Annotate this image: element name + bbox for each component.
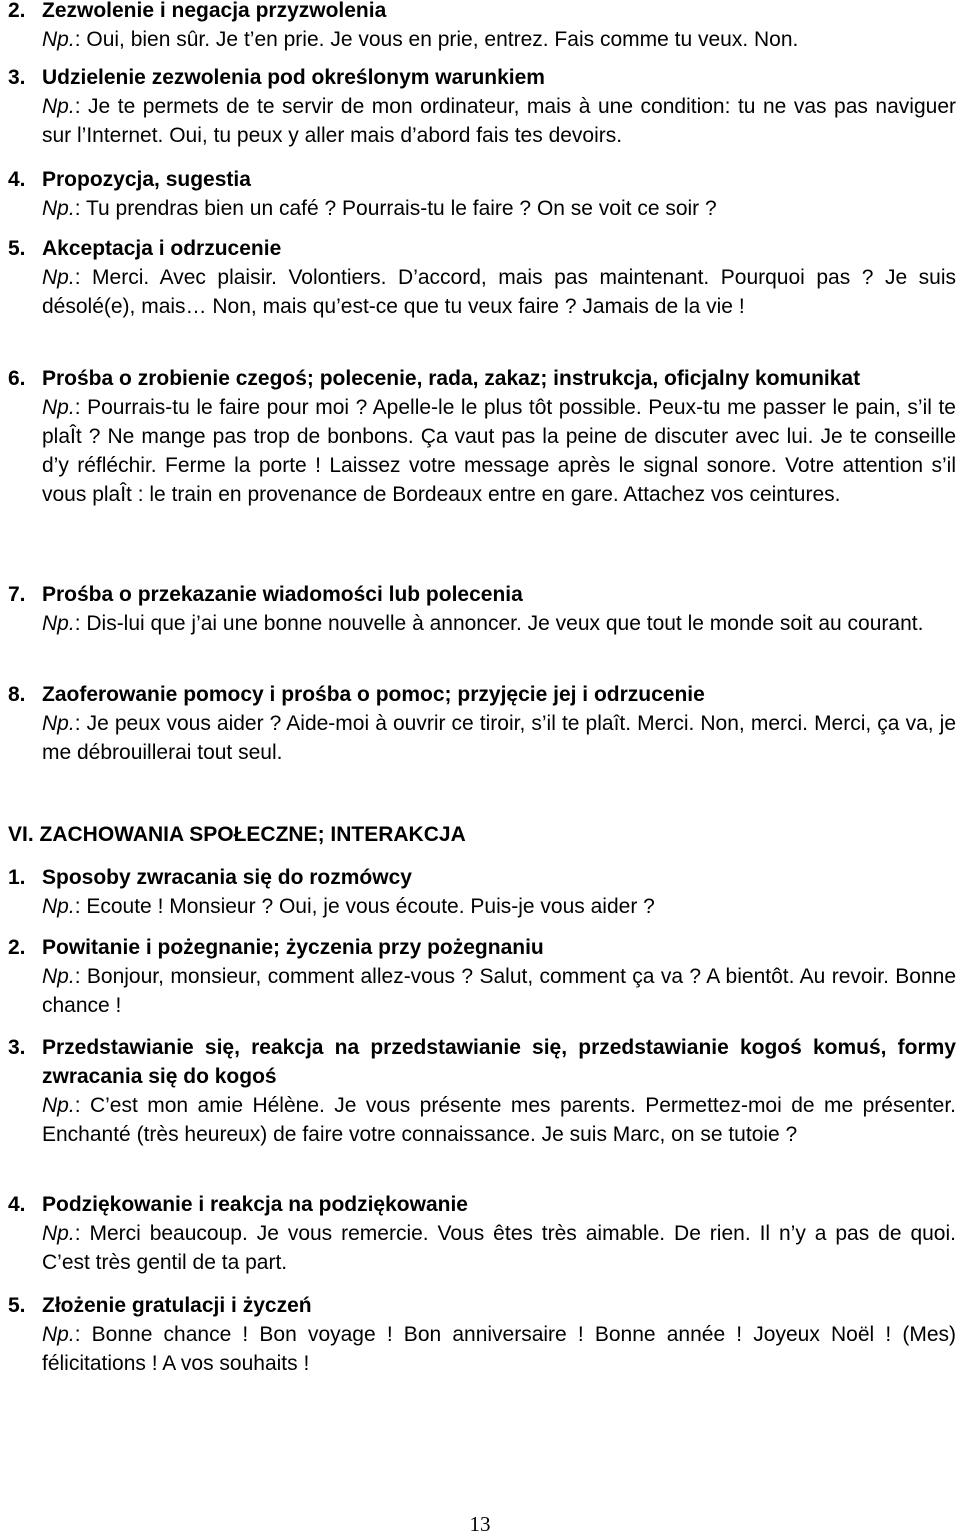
section-number: 3. bbox=[8, 66, 26, 89]
section-number: 4. bbox=[8, 168, 26, 191]
chapter-section-5-congratulations bbox=[8, 1291, 956, 1378]
section-7-message bbox=[8, 580, 956, 638]
example-label: Np. bbox=[42, 95, 75, 118]
section-heading bbox=[8, 1033, 956, 1091]
section-example bbox=[8, 263, 956, 321]
section-3-conditional-permission bbox=[8, 63, 956, 150]
section-example bbox=[8, 1219, 956, 1277]
section-4-suggestion bbox=[8, 165, 956, 223]
example-text: : Ecoute ! Monsieur ? Oui, je vous écoute. Puis-je vous aider ? bbox=[74, 895, 655, 918]
section-title: Propozycja, sugestia bbox=[42, 168, 251, 191]
section-heading bbox=[8, 863, 956, 892]
section-example bbox=[8, 25, 956, 54]
example-text: : Merci. Avec plaisir. Volontiers. D’accord, mais pas maintenant. Pourquoi pas ? Je suis désolé(e), mais… Non, mais qu’est-ce que tu veux faire ? Jamais de la vie ! bbox=[42, 266, 956, 318]
section-heading bbox=[8, 364, 956, 393]
section-title: Prośba o przekazanie wiadomości lub polecenia bbox=[42, 583, 523, 606]
section-number: 3. bbox=[8, 1036, 26, 1059]
section-heading bbox=[8, 1291, 956, 1320]
section-number: 2. bbox=[8, 0, 26, 22]
example-text: : Tu prendras bien un café ? Pourrais-tu le faire ? On se voit ce soir ? bbox=[74, 197, 717, 220]
chapter-title: VI. ZACHOWANIA SPOŁECZNE; INTERAKCJA bbox=[8, 823, 466, 846]
section-title: Zaoferowanie pomocy i prośba o pomoc; przyjęcie jej i odrzucenie bbox=[42, 683, 705, 706]
example-text: : Oui, bien sûr. Je t’en prie. Je vous en prie, entrez. Fais comme tu veux. Non. bbox=[74, 28, 799, 51]
section-heading bbox=[8, 165, 956, 194]
page-number: 13 bbox=[469, 1512, 491, 1536]
section-5-acceptance bbox=[8, 234, 956, 321]
chapter-section-2-greetings bbox=[8, 933, 956, 1020]
section-number: 5. bbox=[8, 1294, 26, 1317]
section-title: Zezwolenie i negacja przyzwolenia bbox=[42, 0, 387, 22]
example-label: Np. bbox=[42, 1094, 75, 1117]
section-example bbox=[8, 92, 956, 150]
example-label: Np. bbox=[42, 612, 75, 635]
example-label: Np. bbox=[42, 396, 75, 419]
section-example bbox=[8, 962, 956, 1020]
chapter-section-4-thanks bbox=[8, 1190, 956, 1277]
example-label: Np. bbox=[42, 1323, 75, 1346]
example-text: : Bonne chance ! Bon voyage ! Bon anniversaire ! Bonne année ! Joyeux Noël ! (Mes) félicitations ! A vos souhaits ! bbox=[42, 1323, 956, 1375]
section-heading bbox=[8, 63, 956, 92]
section-heading bbox=[8, 0, 956, 25]
section-title: Akceptacja i odrzucenie bbox=[42, 237, 282, 260]
example-label: Np. bbox=[42, 28, 75, 51]
section-2-permission bbox=[8, 0, 956, 54]
chapter-section-1-addressing bbox=[8, 863, 956, 921]
section-title: Udzielenie zezwolenia pod określonym warunkiem bbox=[42, 66, 545, 89]
section-number: 7. bbox=[8, 583, 26, 606]
section-number: 2. bbox=[8, 936, 26, 959]
example-text: : Merci beaucoup. Je vous remercie. Vous êtes très aimable. De rien. Il n’y a pas de quoi. C’est très gentil de ta part. bbox=[42, 1222, 956, 1274]
section-heading bbox=[8, 933, 956, 962]
section-heading bbox=[8, 580, 956, 609]
section-title: Podziękowanie i reakcja na podziękowanie bbox=[42, 1193, 468, 1216]
section-heading bbox=[8, 680, 956, 709]
section-title: Sposoby zwracania się do rozmówcy bbox=[42, 866, 412, 889]
example-label: Np. bbox=[42, 895, 75, 918]
section-8-help bbox=[8, 680, 956, 767]
section-example bbox=[8, 892, 956, 921]
example-text: : Je peux vous aider ? Aide-moi à ouvrir ce tiroir, s’il te plaît. Merci. Non, merci. Merci, ça va, je me débrouillerai tout seul. bbox=[42, 712, 956, 764]
example-text: : Je te permets de te servir de mon ordinateur, mais à une condition: tu ne vas pas naviguer sur l’Internet. Oui, tu peux y aller mais d’abord fais tes devoirs. bbox=[42, 95, 956, 147]
section-example bbox=[8, 609, 956, 638]
section-heading bbox=[8, 234, 956, 263]
example-label: Np. bbox=[42, 712, 75, 735]
example-text: : C’est mon amie Hélène. Je vous présente mes parents. Permettez-moi de me présenter. Enchanté (très heureux) de faire votre connaissance. Je suis Marc, on se tutoie ? bbox=[42, 1094, 956, 1146]
section-number: 8. bbox=[8, 683, 26, 706]
example-label: Np. bbox=[42, 965, 75, 988]
example-label: Np. bbox=[42, 197, 75, 220]
example-label: Np. bbox=[42, 1222, 75, 1245]
section-number: 1. bbox=[8, 866, 26, 889]
example-label: Np. bbox=[42, 266, 75, 289]
section-number: 6. bbox=[8, 367, 26, 390]
section-example bbox=[8, 1320, 956, 1378]
example-text: : Bonjour, monsieur, comment allez-vous ? Salut, comment ça va ? A bientôt. Au revoir. Bonne chance ! bbox=[42, 965, 956, 1017]
example-text: : Pourrais-tu le faire pour moi ? Apelle-le le plus tôt possible. Peux-tu me passer le pain, s’il te plaÎt ? Ne mange pas trop de bonbons. Ça vaut pas la peine de discuter avec lui. Je te conseille d’y réfléchir. Ferme la porte ! Laissez votre message après le signal sonore. Votre attention s’il vous plaÎt : le train en provenance de Bordeaux entre en gare. Attachez vos ceintures. bbox=[42, 396, 956, 506]
section-title: Prośba o zrobienie czegoś; polecenie, rada, zakaz; instrukcja, oficjalny komunikat bbox=[42, 367, 861, 390]
section-heading bbox=[8, 1190, 956, 1219]
section-example bbox=[8, 1091, 956, 1149]
section-title: Przedstawianie się, reakcja na przedstawianie się, przedstawianie kogoś komuś, formy zwracania się do kogoś bbox=[42, 1036, 956, 1088]
chapter-section-3-introductions bbox=[8, 1033, 956, 1149]
section-example bbox=[8, 393, 956, 509]
example-text: : Dis-lui que j’ai une bonne nouvelle à annoncer. Je veux que tout le monde soit au courant. bbox=[74, 612, 924, 635]
section-title: Powitanie i pożegnanie; życzenia przy pożegnaniu bbox=[42, 936, 544, 959]
section-example bbox=[8, 194, 956, 223]
section-number: 4. bbox=[8, 1193, 26, 1216]
section-number: 5. bbox=[8, 237, 26, 260]
section-title: Złożenie gratulacji i życzeń bbox=[42, 1294, 312, 1317]
section-6-request bbox=[8, 364, 956, 509]
section-example bbox=[8, 709, 956, 767]
